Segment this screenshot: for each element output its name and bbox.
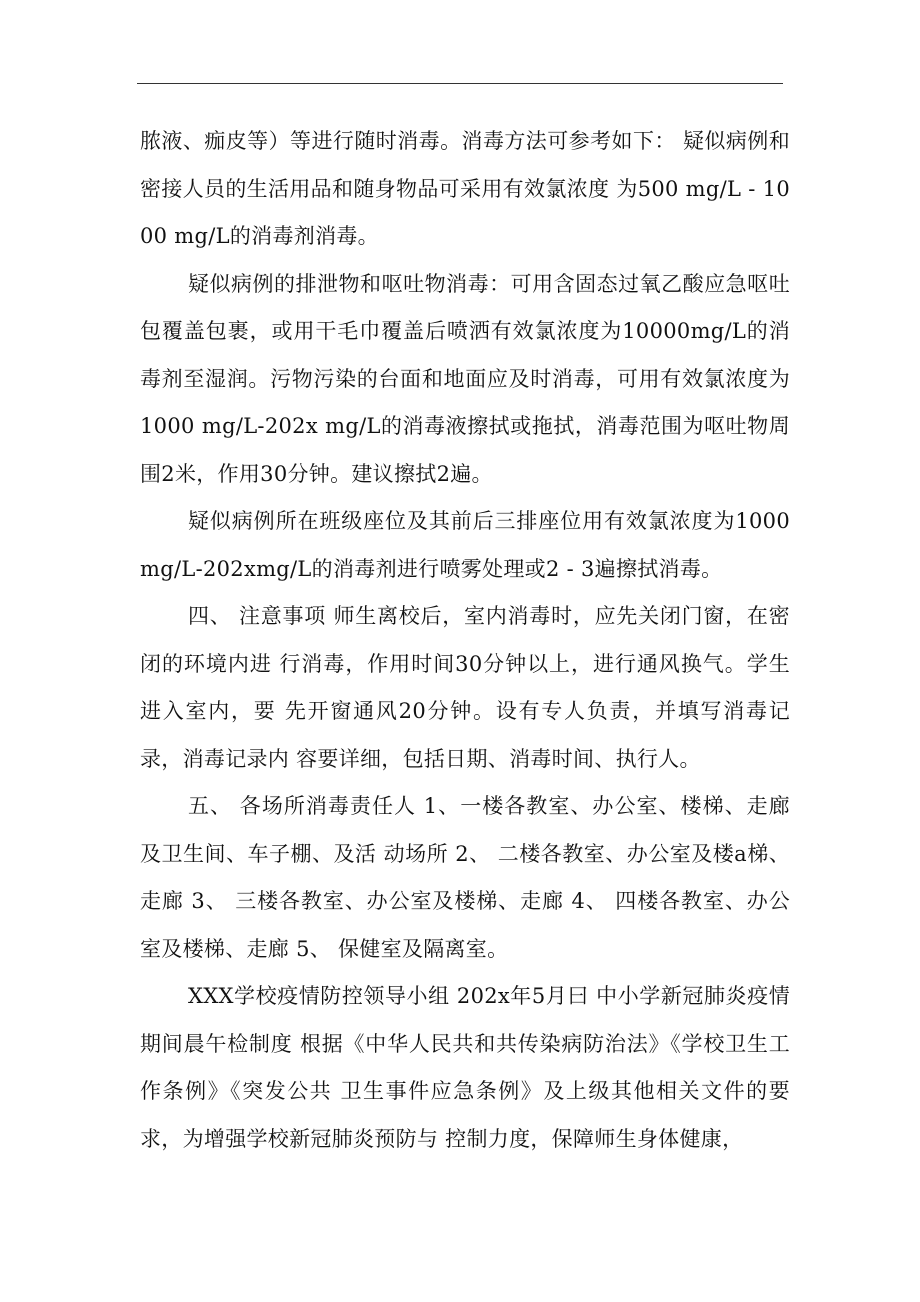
paragraph-excreta-disinfection: 疑似病例的排泄物和呕吐物消毒：可用含固态过氧乙酸应急呕吐包覆盖包裹，或用干毛巾覆盖后喷洒有效氯浓度为10000mg/L的消毒剂至湿润。污物污染的台面和地面应及时消毒，可用有效氯浓度为1000 mg/L-202x mg/L的消毒液擦拭或拖拭，消毒范围为呕吐物周围2米，作用30分钟。建议擦拭2遍。 [140, 271, 790, 486]
paragraph-classroom-seats: 疑似病例所在班级座位及其前后三排座位用有效氯浓度为1000mg/L-202xmg/L的消毒剂进行喷雾处理或2 - 3遍擦拭消毒。 [140, 509, 790, 581]
paragraph-disinfection-method: 脓液、痂皮等）等进行随时消毒。消毒方法可参考如下： 疑似病例和密接人员的生活用品和随身物品可采用有效氯浓度 为500 mg/L - 1000 mg/L的消毒剂消毒。 [140, 129, 790, 248]
paragraph-morning-check-system: XXX学校疫情防控领导小组 202x年5月曰 中小学新冠肺炎疫情期间晨午检制度 根据《中华人民共和共传染病防治法》《学校卫生工作条例》《突发公共 卫生事件应急条例》及上级其他相关文件的要求，为增强学校新冠肺炎预防与 控制力度，保障师生身体健康， [140, 984, 790, 1151]
header-rule [137, 83, 783, 84]
document-body [140, 118, 790, 1163]
paragraph-responsible-persons: 五、 各场所消毒责任人 1、一楼各教室、办公室、楼梯、走廊及卫生间、车子棚、及活 动场所 2、 二楼各教室、办公室及楼a梯、走廊 3、 三楼各教室、办公室及楼梯、走廊 4、 四楼各教室、办公室及楼梯、走廊 5、 保健室及隔离室。 [140, 794, 790, 961]
paragraph-precautions: 四、 注意事项 师生离校后，室内消毒时，应先关闭门窗，在密闭的环境内进 行消毒，作用时间30分钟以上，进行通风换气。学生进入室内，要 先开窗通风20分钟。设有专人负责，并填写消毒记录，消毒记录内 容要详细，包括日期、消毒时间、执行人。 [140, 604, 790, 771]
